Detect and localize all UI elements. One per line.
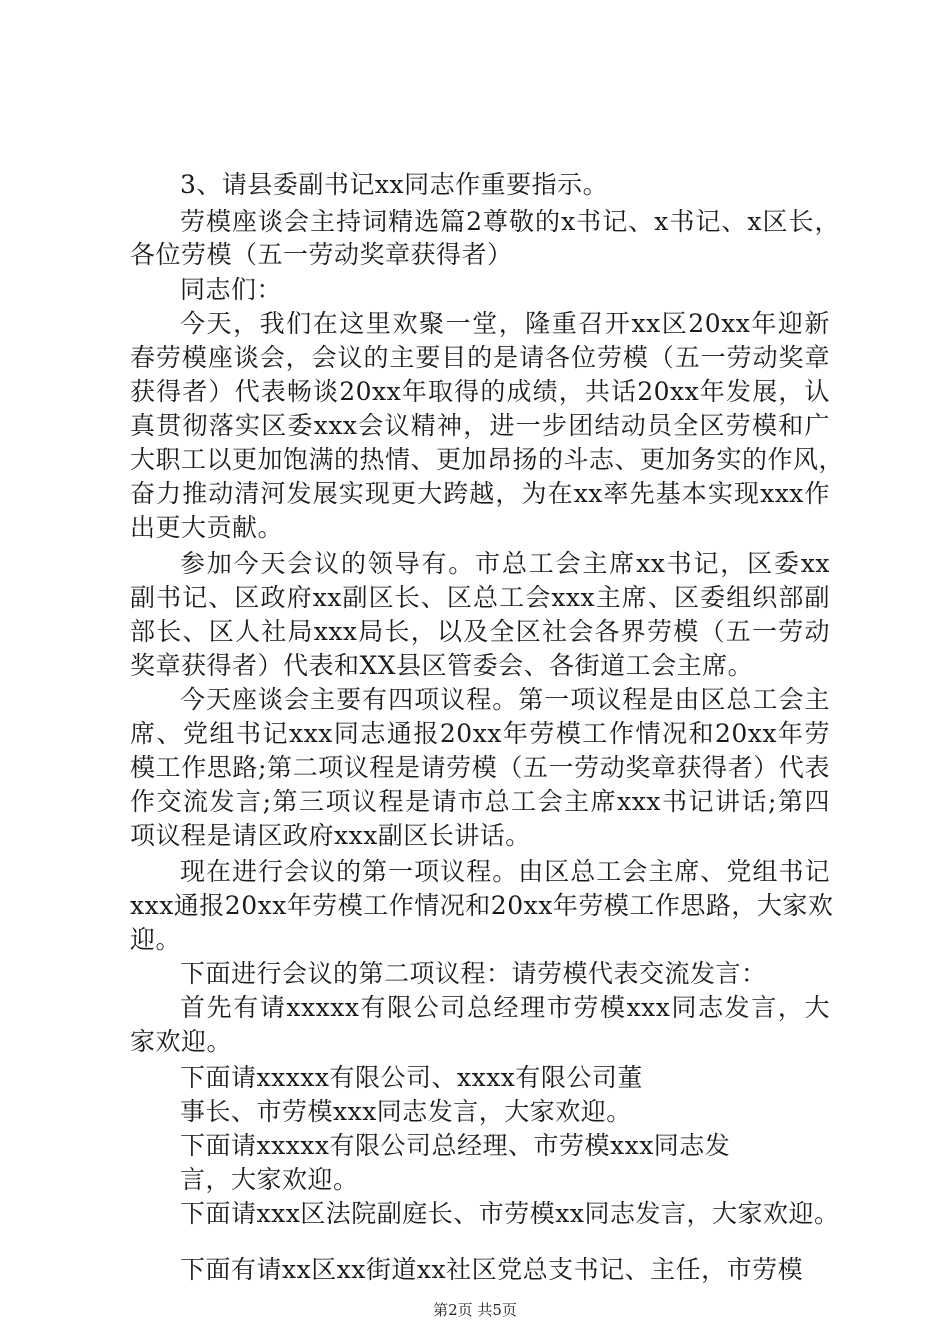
text-line: 下面请xxxxx有限公司总经理、市劳模xxx同志发 bbox=[180, 1131, 731, 1160]
text-line: 下面进行会议的第二项议程：请劳模代表交流发言： bbox=[180, 959, 767, 988]
text-line: xxx通报20xx年劳模工作情况和20xx年劳模工作思路，大家欢 bbox=[130, 891, 834, 920]
text-line: 各位劳模（五一劳动奖章获得者） bbox=[130, 240, 513, 269]
text-line: 言，大家欢迎。 bbox=[180, 1165, 359, 1194]
text-line: 项议程是请区政府xxx副区长讲话。 bbox=[130, 821, 531, 850]
text-line: 席、党组书记xxx同志通报20xx年劳模工作情况和20xx年劳 bbox=[130, 719, 830, 748]
text-line: 下面有请xx区xx街道xx社区党总支书记、主任，市劳模 bbox=[180, 1255, 804, 1284]
page-number-footer: 第2页 共5页 bbox=[433, 1301, 517, 1319]
text-line: 模工作思路;第二项议程是请劳模（五一劳动奖章获得者）代表 bbox=[130, 753, 830, 782]
text-line: 迎。 bbox=[130, 925, 182, 954]
text-line: 副书记、区政府xx副区长、区总工会xxx主席、区委组织部副 bbox=[130, 583, 830, 612]
text-line: 现在进行会议的第一项议程。由区总工会主席、党组书记 bbox=[180, 857, 830, 886]
text-line: 家欢迎。 bbox=[130, 1027, 233, 1056]
text-line: 下面请xxx区法院副庭长、市劳模xx同志发言，大家欢迎。 bbox=[180, 1199, 840, 1228]
text-line: 3、请县委副书记xx同志作重要指示。 bbox=[180, 170, 609, 199]
text-line: 今天座谈会主要有四项议程。第一项议程是由区总工会主 bbox=[180, 685, 830, 714]
text-line: 获得者）代表畅谈20xx年取得的成绩，共话20xx年发展，认 bbox=[130, 377, 830, 406]
text-line: 下面请xxxxx有限公司、xxxx有限公司董 bbox=[180, 1063, 643, 1092]
text-line: 事长、市劳模xxx同志发言，大家欢迎。 bbox=[180, 1097, 632, 1126]
text-line: 参加今天会议的领导有。市总工会主席xx书记，区委xx bbox=[180, 549, 830, 578]
text-line: 春劳模座谈会，会议的主要目的是请各位劳模（五一劳动奖章 bbox=[130, 343, 830, 372]
text-line: 作交流发言;第三项议程是请市总工会主席xxx书记讲话;第四 bbox=[130, 787, 830, 816]
text-line: 出更大贡献。 bbox=[130, 513, 284, 542]
text-line: 同志们： bbox=[180, 275, 283, 304]
text-line: 真贯彻落实区委xxx会议精神，进一步团结动员全区劳模和广 bbox=[130, 411, 830, 440]
text-line: 奖章获得者）代表和XX县区管委会、各街道工会主席。 bbox=[130, 651, 754, 680]
text-line: 奋力推动清河发展实现更大跨越，为在xx率先基本实现xxx作 bbox=[130, 479, 830, 508]
text-line: 大职工以更加饱满的热情、更加昂扬的斗志、更加务实的作风， bbox=[130, 445, 845, 474]
text-line: 今天，我们在这里欢聚一堂，隆重召开xx区20xx年迎新 bbox=[180, 309, 830, 338]
text-line: 劳模座谈会主持词精选篇2尊敬的x书记、x书记、x区长， bbox=[180, 207, 840, 236]
text-line: 部长、区人社局xxx局长，以及全区社会各界劳模（五一劳动 bbox=[130, 617, 830, 646]
text-line: 首先有请xxxxx有限公司总经理市劳模xxx同志发言，大 bbox=[180, 993, 830, 1022]
